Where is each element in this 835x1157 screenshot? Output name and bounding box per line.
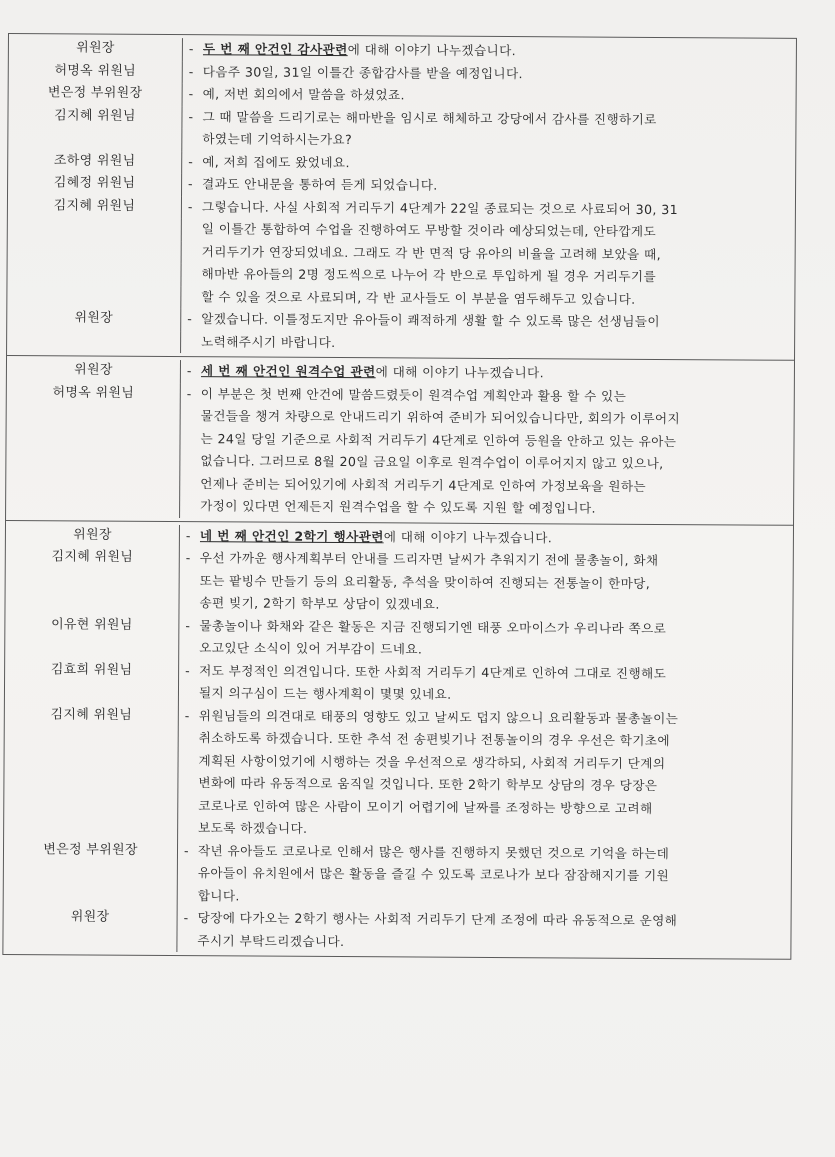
- bullet-dash: [184, 885, 198, 908]
- bullet-dash: -: [188, 63, 194, 79]
- bullet-dash: -: [183, 842, 190, 858]
- bullet-dash: -: [185, 662, 191, 678]
- speaker-name: 위원장: [6, 523, 180, 547]
- bullet-dash: [184, 750, 198, 773]
- remark-text: 합니다.: [197, 887, 240, 903]
- bullet-dash: -: [186, 385, 192, 401]
- bullet-dash: -: [185, 617, 191, 633]
- speaker-blank: [3, 928, 177, 952]
- speaker-blank: [4, 883, 178, 907]
- speaker-blank: [8, 240, 182, 264]
- remark-text: 그 때 말씀을 드리기로는 해마반을 임시로 해체하고 강당에서 감사를 진행하기로: [202, 108, 657, 127]
- bullet-dash: [184, 817, 198, 840]
- speaker-blank: [8, 217, 182, 241]
- remark-text: 유아들이 유치원에서 많은 활동을 즐길 수 있도록 코로나가 보다 잠잠해지기를 기원: [197, 865, 670, 884]
- bullet-dash: -: [186, 363, 192, 379]
- remark-text: 결과도 안내문을 통하여 듣게 되었습니다.: [202, 176, 438, 193]
- speaker-blank: [5, 591, 179, 615]
- speaker-name: 김효희 위원님: [5, 658, 179, 682]
- speaker-blank: [4, 861, 178, 885]
- speaker-name: 위원장: [4, 906, 178, 930]
- bullet-dash: [185, 727, 199, 750]
- speaker-blank: [6, 471, 180, 495]
- agenda-section: [7, 34, 796, 360]
- speaker-blank: [4, 748, 178, 772]
- speaker-name: 위원장: [7, 307, 181, 331]
- speaker-name: 위원장: [9, 37, 183, 61]
- minutes-table: [2, 33, 797, 960]
- bullet-dash: -: [183, 910, 189, 926]
- remark-text: 그렇습니다. 사실 사회적 거리두기 4단계가 22일 종료되는 것으로 사료되어 30, 31: [201, 198, 679, 217]
- agenda-topic: 네 번 째 안건인 2학기 행사관련: [199, 527, 384, 544]
- remark-text: 위원님들의 의견대로 태풍의 영향도 있고 날씨도 덥지 않으니 요리활동과 물총놀이는: [198, 707, 679, 726]
- speaker-blank: [5, 681, 179, 705]
- bullet-dash: [184, 772, 198, 795]
- bullet-dash: [185, 637, 199, 660]
- speaker-name: 허명옥 위원님: [7, 381, 181, 405]
- remark-text: 거리두기가 연장되었네요. 그래도 각 반 면적 당 유아의 비율을 고려해 보았을 때,: [201, 243, 662, 262]
- speaker-blank: [6, 494, 180, 518]
- bullet-dash: -: [188, 41, 194, 57]
- speaker-name: 허명옥 위원님: [9, 60, 183, 84]
- bullet-dash: [186, 473, 200, 496]
- speaker-name: 위원장: [7, 359, 181, 383]
- speaker-name: 김지혜 위원님: [6, 546, 180, 570]
- speaker-blank: [6, 449, 180, 473]
- minutes-line: [7, 330, 794, 357]
- remark-text: 당장에 다가오는 2학기 행사는 사회적 거리두기 단계 조정에 따라 유동적으로 운영해: [197, 910, 678, 929]
- remark-text: 다음주 30일, 31일 이틀간 종합감사를 받을 예정입니다.: [202, 63, 523, 81]
- remark-text: 보도록 하겠습니다.: [198, 820, 308, 836]
- agenda-topic: 두 번 째 안건인 감사관련: [202, 41, 348, 58]
- speaker-name: 변은정 부위원장: [9, 82, 183, 106]
- remark-text: 는 24일 당일 기준으로 사회적 거리두기 4단계로 인하여 등원을 안하고 있는 유아는: [200, 430, 677, 449]
- remark-text: 우선 가까운 행사계획부터 안내를 드리자면 날씨가 추워지기 전에 물총놀이, 화채: [199, 550, 659, 568]
- bullet-dash: [187, 331, 201, 354]
- speaker-blank: [7, 262, 181, 286]
- remark-text: 변화에 따라 유동적으로 움직일 것입니다. 또한 2학기 학부모 상담의 경우 당장은: [198, 775, 658, 793]
- remark-text: 물총놀이나 화채와 같은 활동은 지금 진행되기엔 태풍 오마이스가 우리나라 쪽으로: [199, 617, 667, 636]
- speaker-name: 변은정 부위원장: [4, 838, 178, 862]
- bullet-dash: [187, 405, 201, 428]
- speaker-blank: [4, 793, 178, 817]
- remark-text: 저도 부정적인 의견입니다. 또한 사회적 거리두기 4단계로 인하여 그대로 진행해도: [199, 662, 667, 681]
- speaker-name: 김지혜 위원님: [8, 105, 182, 129]
- bullet-dash: [187, 263, 201, 286]
- bullet-dash: -: [187, 311, 193, 327]
- speaker-name: 김혜정 위원님: [8, 172, 182, 196]
- speaker-blank: [7, 330, 181, 354]
- remark-text: 예, 저희 집에도 왔었네요.: [202, 153, 350, 170]
- bullet-dash: [185, 592, 199, 615]
- speaker-blank: [8, 127, 182, 151]
- speaker-blank: [7, 404, 181, 428]
- bullet-dash: -: [188, 176, 194, 192]
- remark-text: 알겠습니다. 이틀정도지만 유아들이 쾌적하게 생활 할 수 있도록 많은 선생님들이: [201, 311, 660, 329]
- bullet-dash: [188, 218, 202, 241]
- speaker-blank: [6, 426, 180, 450]
- remark-text: 될지 의구심이 드는 행사계획이 몇몇 있네요.: [198, 685, 452, 702]
- speaker-name: 김지혜 위원님: [8, 195, 182, 219]
- bullet-dash: [188, 128, 202, 151]
- speaker-blank: [5, 726, 179, 750]
- bullet-dash: -: [184, 707, 190, 723]
- remark-text: 취소하도록 하겠습니다. 또한 추석 전 송편빚기나 전통놀이의 경우 우선은 학기초에: [198, 730, 671, 749]
- bullet-dash: [184, 795, 198, 818]
- bullet-dash: -: [185, 550, 191, 566]
- remark-text: 일 이틀간 통합하여 수업을 진행하여도 무방할 것이라 예상되었는데, 안타깝게도: [201, 221, 657, 239]
- speaker-blank: [4, 816, 178, 840]
- bullet-dash: [186, 450, 200, 473]
- minutes-line: [3, 928, 790, 955]
- bullet-dash: [186, 570, 200, 593]
- agenda-topic-rest: 에 대해 이야기 나누겠습니다.: [347, 42, 517, 59]
- bullet-dash: [186, 495, 200, 518]
- remark-text: 해마반 유아들의 2명 정도씩으로 나누어 각 반으로 투입하게 될 경우 거리두기를: [201, 266, 657, 284]
- agenda-topic-rest: 에 대해 이야기 나누겠습니다.: [383, 528, 553, 545]
- bullet-dash: -: [188, 108, 194, 124]
- remark-text: 계획된 사항이었기에 시행하는 것을 우선적으로 생각하되, 사회적 거리두기 단계의: [198, 752, 666, 771]
- remark-text: 가정이 있다면 언제든지 원격수업을 할 수 있도록 지원 할 예정입니다.: [200, 498, 597, 516]
- speaker-name: 김지혜 위원님: [5, 703, 179, 727]
- agenda-section: [6, 355, 794, 524]
- bullet-dash: [183, 930, 197, 953]
- bullet-dash: [184, 862, 198, 885]
- speaker-name: 조하영 위원님: [8, 150, 182, 174]
- bullet-dash: [185, 682, 199, 705]
- agenda-section: [3, 519, 793, 958]
- bullet-dash: -: [187, 198, 193, 214]
- bullet-dash: [188, 241, 202, 264]
- remark-text: 언제나 준비는 되어있기에 사회적 거리두기 4단계로 인하여 가정보육을 원하는: [200, 475, 647, 494]
- remark-text: 코로나로 인하여 많은 사람이 모이기 어렵기에 날짜를 조정하는 방향으로 고려해: [198, 797, 653, 816]
- remark-text: 물건들을 챙겨 차량으로 안내드리기 위하여 준비가 되어있습니다만, 회의가 이루어지: [200, 408, 681, 427]
- remark-text: 하였는데 기억하시는가요?: [202, 131, 353, 148]
- remark-text: 예, 저번 회의에서 말씀을 하셨었죠.: [202, 86, 406, 103]
- speaker-blank: [4, 771, 178, 795]
- remark-text: 작년 유아들도 코로나로 인해서 많은 행사를 진행하지 못했던 것으로 기억을 하는데: [197, 842, 670, 861]
- speaker-blank: [7, 285, 181, 309]
- remark-text: 없습니다. 그러므로 8월 20일 금요일 이후로 원격수업이 이루어지지 않고 있으나,: [200, 453, 664, 472]
- remark-text: 주시기 부탁드리겠습니다.: [197, 932, 345, 949]
- remark-text: 노력해주시기 바랍니다.: [201, 333, 336, 350]
- remark-text: 오고있단 소식이 있어 거부감이 드네요.: [199, 640, 423, 657]
- speaker-name: 이유현 위원님: [5, 613, 179, 637]
- remark-text: 할 수 있을 것으로 사료되며, 각 반 교사들도 이 부분을 염두해두고 있습니다.: [201, 288, 636, 307]
- speaker-blank: [6, 568, 180, 592]
- bullet-dash: -: [188, 86, 194, 102]
- remark-text: 이 부분은 첫 번째 안건에 말씀드렸듯이 원격수업 계획안과 활용 할 수 있는: [200, 385, 627, 404]
- bullet-dash: -: [185, 527, 191, 543]
- speaker-blank: [5, 636, 179, 660]
- agenda-topic: 세 번 째 안건인 원격수업 관련: [200, 363, 376, 380]
- bullet-dash: [187, 286, 201, 309]
- minutes-line: [6, 494, 793, 521]
- agenda-topic-rest: 에 대해 이야기 나누겠습니다.: [375, 364, 545, 381]
- remark-text: 또는 팥빙수 만들기 등의 요리활동, 추석을 맞이하여 진행되는 전통놀이 한마당,: [199, 572, 651, 591]
- bullet-dash: [186, 428, 200, 451]
- remark-text: 송편 빚기, 2학기 학부모 상담이 있겠네요.: [199, 595, 440, 612]
- bullet-dash: -: [188, 153, 194, 169]
